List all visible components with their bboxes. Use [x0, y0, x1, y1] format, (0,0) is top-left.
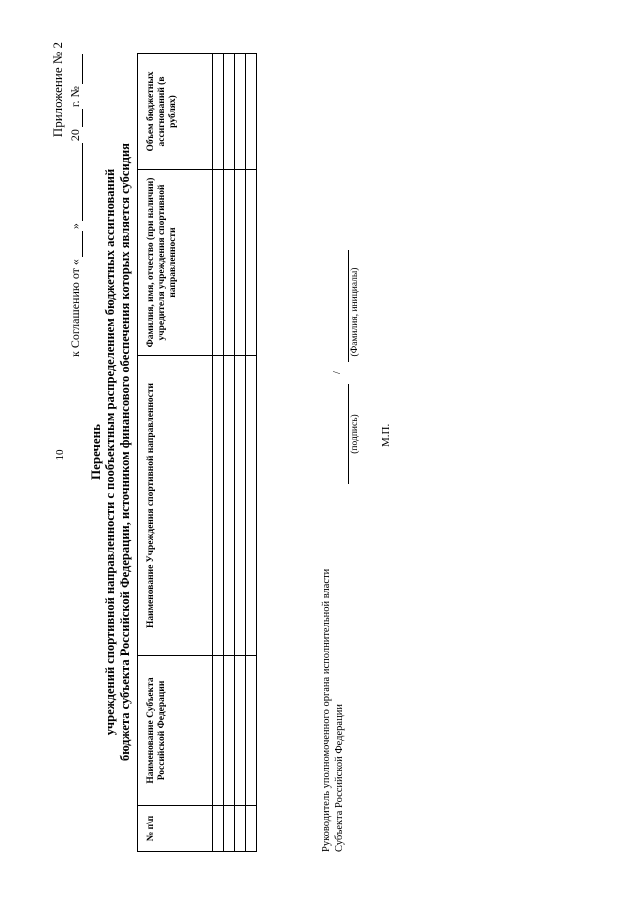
column-header-number: № п\п — [138, 806, 213, 852]
official-title — [320, 522, 346, 852]
table-cell[interactable] — [246, 806, 257, 852]
agreement-reference — [68, 27, 83, 357]
table-cell[interactable] — [246, 54, 257, 170]
table-cell[interactable] — [235, 356, 246, 656]
column-header-amount: Объем бюджетных ассигнований (в рублях) — [138, 54, 213, 170]
signature-line[interactable] — [338, 384, 349, 484]
table-cell[interactable] — [224, 54, 235, 170]
agreement-day-blank — [71, 231, 83, 257]
table-cell[interactable] — [224, 170, 235, 356]
institutions-table — [137, 53, 257, 852]
heading-line-2: учреждений спортивной направленности с пообъектным распределением бюджетных ассигнований — [103, 168, 117, 736]
table-row — [235, 54, 246, 852]
stamp-label: М.П. — [380, 423, 392, 447]
document-heading — [88, 52, 133, 852]
agreement-number-blank — [71, 54, 83, 84]
agreement-year: 20 — [68, 129, 82, 142]
table-cell[interactable] — [224, 356, 235, 656]
table-row — [224, 54, 235, 852]
table-cell[interactable] — [213, 806, 224, 852]
agreement-month-blank — [71, 143, 83, 221]
official-title-line-1: Руководитель уполномоченного органа исполнительной власти — [321, 568, 332, 852]
heading-title: Перечень — [88, 423, 103, 481]
agreement-prefix: к Соглашению от « — [68, 259, 82, 357]
table-row — [213, 54, 224, 852]
appendix-title: Приложение № 2 — [50, 42, 65, 138]
table-cell[interactable] — [235, 170, 246, 356]
column-header-founder: Фамилия, имя, отчество (при наличии) учредителя учреждения спортивной направленности — [138, 170, 213, 356]
table-cell[interactable] — [213, 356, 224, 656]
rotated-form-sheet — [20, 12, 620, 892]
heading-line-3: бюджета субъекта Российской Федерации, источником финансового обеспечения которых является субсидия — [118, 143, 132, 761]
table-cell[interactable] — [224, 806, 235, 852]
column-header-subject: Наименование Субъекта Российской Федерации — [138, 656, 213, 806]
table-cell[interactable] — [246, 356, 257, 656]
page-number: 10 — [54, 449, 66, 461]
agreement-quote-close: » — [68, 223, 82, 230]
table-cell[interactable] — [235, 54, 246, 170]
signature-caption: (подпись) — [350, 414, 360, 454]
table-cell[interactable] — [213, 54, 224, 170]
table-row — [246, 54, 257, 852]
name-line[interactable] — [338, 250, 349, 362]
signature-slash: / — [332, 371, 343, 374]
agreement-year-blank — [71, 109, 83, 127]
name-caption: (Фамилия, инициалы) — [350, 267, 360, 357]
table-cell[interactable] — [235, 656, 246, 806]
table-cell[interactable] — [213, 656, 224, 806]
column-header-institution: Наименование Учреждения спортивной направленности — [138, 356, 213, 656]
table-header-row — [138, 54, 213, 852]
table-cell[interactable] — [213, 170, 224, 356]
table-cell[interactable] — [224, 656, 235, 806]
agreement-year-suffix: г. № — [68, 86, 82, 108]
signature-block — [320, 52, 440, 852]
table-cell[interactable] — [235, 806, 246, 852]
table-cell[interactable] — [246, 656, 257, 806]
official-title-line-2: Субъекта Российской Федерации — [334, 704, 345, 852]
table-cell[interactable] — [246, 170, 257, 356]
